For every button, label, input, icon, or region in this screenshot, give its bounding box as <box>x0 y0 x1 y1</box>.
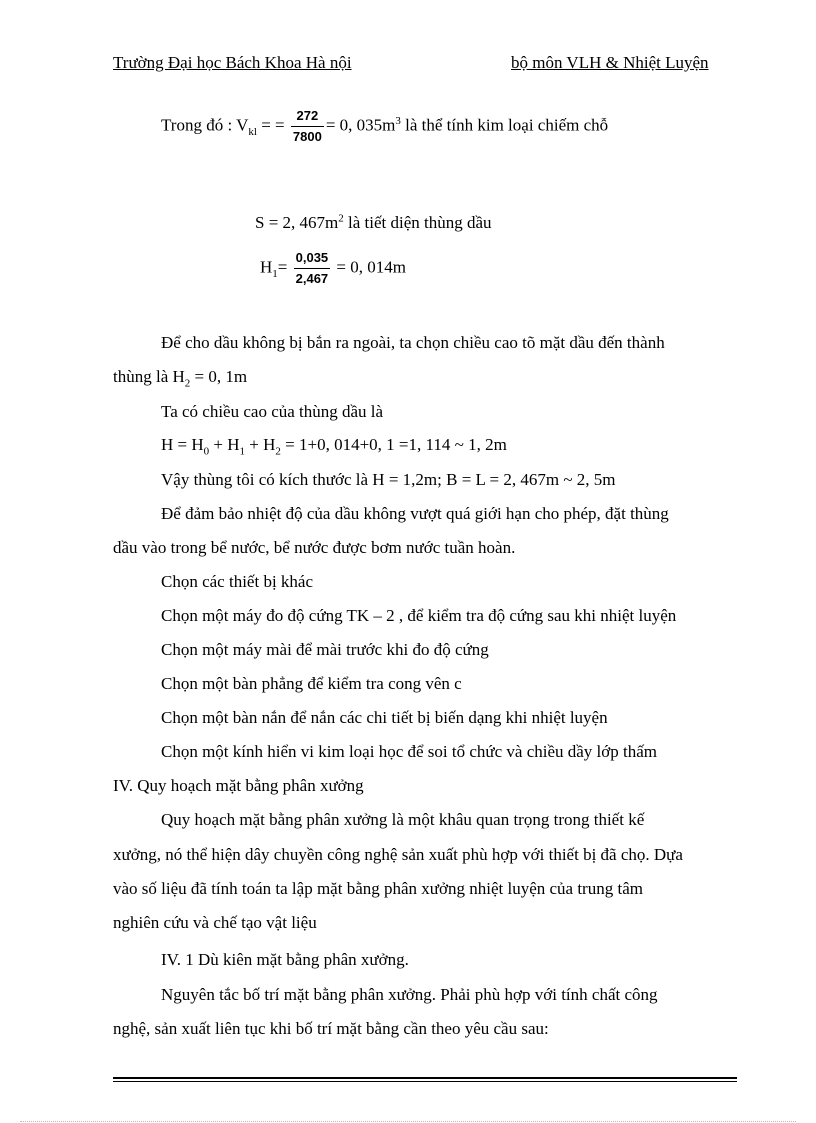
paragraph-1-line-2 <box>113 366 247 388</box>
header-department: bộ môn VLH & Nhiệt Luyện <box>511 53 709 72</box>
area-sup: 2 <box>338 212 344 225</box>
paragraph-7: Chọn một máy mài để mài trước khi đo độ cứng <box>161 640 489 659</box>
formula-volume-sup: 3 <box>395 114 401 127</box>
paragraph-11-line-4: nghiên cứu và chế tạo vật liệu <box>113 913 317 932</box>
h-formula-c: + H <box>245 435 276 454</box>
paragraph-10: Chọn một kính hiển vi kim loại học để soi tổ chức và chiều dầy lớp thấm <box>161 742 658 761</box>
paragraph-8: Chọn một bàn phẳng để kiểm tra cong vên c <box>161 674 462 693</box>
formula-height <box>260 250 406 287</box>
p1-line2-pre: thùng là H <box>113 367 185 386</box>
paragraph-11-line-3: vào số liệu đã tính toán ta lập mặt bằng phân xưởng nhiệt luyện của trung tâm <box>113 879 643 898</box>
area-tail: là tiết diện thùng dầu <box>343 213 492 232</box>
paragraph-6: Chọn một máy đo độ cứng TK – 2 , để kiểm tra độ cứng sau khi nhiệt luyện <box>161 606 677 625</box>
formula-height-result: = 0, 014m <box>332 257 406 277</box>
formula-height-eq: = <box>277 257 292 277</box>
area-line <box>255 212 492 234</box>
p1-line2-sub: 2 <box>184 377 191 390</box>
paragraph-11-line-2: xưởng, nó thể hiện dây chuyền công nghệ sản xuất phù hợp với thiết bị đã chọ. Dựa <box>113 845 683 864</box>
header-university: Trường Đại học Bách Khoa Hà nội <box>113 53 352 72</box>
fraction-volume-denominator: 7800 <box>292 129 322 144</box>
h-formula-b: + H <box>209 435 240 454</box>
paragraph-9: Chọn một bàn nắn để nắn các chi tiết bị biến dạng khi nhiệt luyện <box>161 708 608 727</box>
formula-volume-sub: kl <box>248 125 257 138</box>
formula-volume-eq: = = <box>256 115 289 135</box>
p1-line2-post: = 0, 1m <box>190 367 248 386</box>
formula-height-sub: 1 <box>272 267 278 280</box>
section-heading-iv-1: IV. 1 Dù kiên mặt bằng phân xưởng. <box>161 950 409 969</box>
h-formula-d: = 1+0, 014+0, 1 =1, 114 ~ 1, 2m <box>280 435 507 454</box>
area-prefix: S = 2, 467m <box>255 213 339 232</box>
paragraph-4-line-1: Để đảm bảo nhiệt độ của dầu không vượt quá giới hạn cho phép, đặt thùng <box>161 504 669 523</box>
formula-volume-prefix: Trong đó : V <box>161 115 249 135</box>
section-heading-iv: IV. Quy hoạch mặt bằng phân xưởng <box>113 776 364 795</box>
fraction-volume-numerator: 272 <box>291 108 324 127</box>
h-formula-a-sub: 0 <box>203 445 210 458</box>
paragraph-5: Chọn các thiết bị khác <box>161 572 314 591</box>
paragraph-2: Ta có chiều cao của thùng dầu là <box>161 402 384 421</box>
paragraph-3: Vậy thùng tôi có kích thước là H = 1,2m; B = L = 2, 467m ~ 2, 5m <box>161 470 616 489</box>
paragraph-12-line-2: nghệ, sản xuất liên tục khi bố trí mặt bằng cần theo yêu cầu sau: <box>113 1019 549 1038</box>
h-formula-c-sub: 2 <box>275 445 281 458</box>
paragraph-12-line-1: Nguyên tắc bố trí mặt bằng phân xưởng. Phải phù hợp với tính chất công <box>161 985 658 1004</box>
formula-height-prefix: H <box>260 257 273 277</box>
formula-volume-result: = 0, 035m <box>325 115 396 135</box>
fraction-volume <box>291 108 324 145</box>
paragraph-11-line-1: Quy hoạch mặt bằng phân xưởng là một khâu quan trọng trong thiết kế <box>161 810 645 829</box>
fraction-height-denominator: 2,467 <box>295 271 329 286</box>
footer-rule-thick <box>113 1077 737 1079</box>
h-formula-b-sub: 1 <box>239 445 246 458</box>
paragraph-1-line-1: Để cho dầu không bị bắn ra ngoài, ta chọn chiều cao tõ mặt dầu đến thành <box>161 333 665 352</box>
footer-rule-thin <box>113 1081 737 1082</box>
fraction-height <box>294 250 331 287</box>
formula-volume-tail: là thể tính kim loại chiếm chỗ <box>400 115 609 135</box>
paragraph-4-line-2: dầu vào trong bể nước, bể nước được bơm nước tuần hoàn. <box>113 538 516 557</box>
height-formula <box>161 434 507 456</box>
page-edge-dotted <box>20 1121 796 1122</box>
h-formula-a: H = H <box>161 435 204 454</box>
fraction-height-numerator: 0,035 <box>294 250 331 269</box>
formula-volume <box>161 108 608 145</box>
